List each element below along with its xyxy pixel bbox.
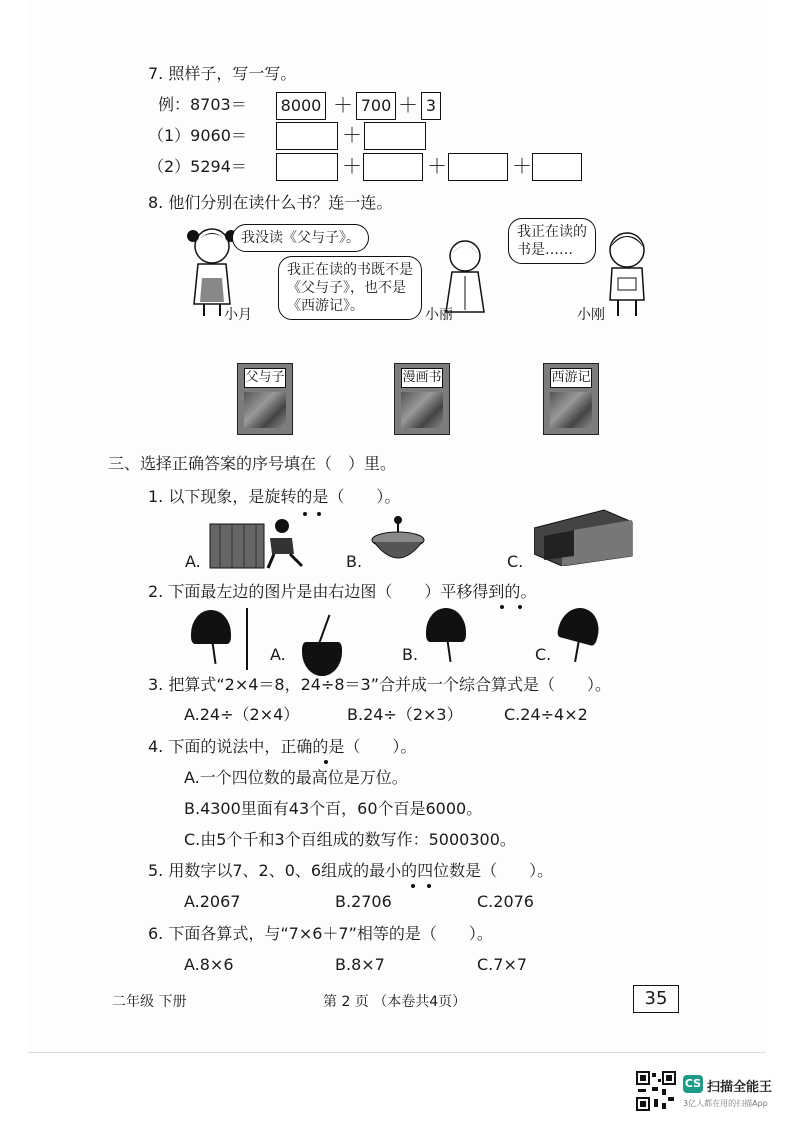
drawer-illustration xyxy=(534,506,634,566)
s3-q5-stem: 5. 用数字以7、2、0、6组成的最小的四位数是（ ）。 xyxy=(148,861,554,880)
book-fu-yu-zi[interactable]: 父与子 xyxy=(237,363,293,435)
s3-q3-option-b[interactable]: B.24÷（2×3） xyxy=(347,705,463,724)
spinning-top-icon xyxy=(370,514,426,570)
answer-box[interactable] xyxy=(364,122,426,150)
s3-q3-option-a[interactable]: A.24÷（2×4） xyxy=(184,705,300,724)
name-xiaoyue: 小月 xyxy=(224,307,252,323)
answer-box[interactable] xyxy=(448,153,508,181)
speech-bubble-xiaogang: 我正在读的 书是…… xyxy=(508,218,596,264)
plus-sign: ＋ xyxy=(398,93,418,117)
s3-q1-option-c[interactable]: C. xyxy=(507,552,524,571)
divider-line xyxy=(246,608,248,670)
s3-q4-option-b[interactable]: B.4300里面有43个百，60个百是6000。 xyxy=(184,799,483,818)
s3-q2-option-b[interactable]: B. xyxy=(402,645,419,664)
plus-sign: ＋ xyxy=(342,123,362,147)
s3-q6-option-a[interactable]: A.8×6 xyxy=(184,955,234,974)
s3-q2-option-a[interactable]: A. xyxy=(270,645,286,664)
page-number-box: 35 xyxy=(633,985,679,1013)
q8-title: 8. 他们分别在读什么书？连一连。 xyxy=(148,193,393,212)
s3-q6-stem: 6. 下面各算式，与“7×6＋7”相等的是（ ）。 xyxy=(148,924,493,943)
page-edge xyxy=(28,1052,766,1053)
answer-box[interactable] xyxy=(363,153,423,181)
s3-q3-stem: 3. 把算式“2×4＝8，24÷8＝3”合并成一个综合算式是（ ）。 xyxy=(148,675,612,694)
s3-q5-option-a[interactable]: A.2067 xyxy=(184,892,241,911)
s3-q4-stem: 4. 下面的说法中，正确的是（ ）。 xyxy=(148,737,417,756)
s3-q4-option-a[interactable]: A.一个四位数的最高位是万位。 xyxy=(184,768,408,787)
q7-example-label: 例：8703＝ xyxy=(158,95,247,114)
answer-box[interactable] xyxy=(276,153,338,181)
example-box-3: 3 xyxy=(421,92,441,120)
plus-sign: ＋ xyxy=(333,93,353,117)
book-xi-you-ji[interactable]: 西游记 xyxy=(543,363,599,435)
s3-q1-option-a[interactable]: A. xyxy=(185,552,201,571)
footer-grade: 二年级 下册 xyxy=(112,994,187,1010)
example-box-2: 700 xyxy=(356,92,396,120)
book-comic[interactable]: 漫画书 xyxy=(394,363,450,435)
emphasis-dot xyxy=(411,884,415,888)
s3-q1-stem: 1. 以下现象，是旋转的是（ ）。 xyxy=(148,487,401,506)
plus-sign: ＋ xyxy=(512,154,532,178)
girl-xiaoli-illustration xyxy=(438,236,492,316)
app-tagline: 3亿人都在用的扫描App xyxy=(683,1099,768,1108)
name-xiaoli: 小丽 xyxy=(425,307,453,323)
speech-bubble-xiaoyue: 我没读《父与子》。 xyxy=(232,224,369,252)
pushing-box-illustration xyxy=(208,516,312,570)
s3-q5-option-c[interactable]: C.2076 xyxy=(477,892,534,911)
plus-sign: ＋ xyxy=(427,154,447,178)
answer-box[interactable] xyxy=(276,122,338,150)
q7-row1-label: （1）9060＝ xyxy=(148,126,247,145)
s3-q2-stem: 2. 下面最左边的图片是由右边图（ ）平移得到的。 xyxy=(148,582,537,601)
s3-q4-option-c[interactable]: C.由5个千和3个百组成的数写作：5000300。 xyxy=(184,830,516,849)
name-xiaogang: 小刚 xyxy=(577,307,605,323)
q7-row2-label: （2）5294＝ xyxy=(148,157,247,176)
emphasis-dot xyxy=(500,605,504,609)
plus-sign: ＋ xyxy=(342,154,362,178)
camscanner-logo-icon: CS xyxy=(683,1075,703,1093)
example-box-1: 8000 xyxy=(276,92,326,120)
s3-q3-option-c[interactable]: C.24÷4×2 xyxy=(504,705,588,724)
section3-title: 三、选择正确答案的序号填在（ ）里。 xyxy=(108,454,397,473)
q7-title: 7. 照样子，写一写。 xyxy=(148,64,297,83)
speech-bubble-xiaoli: 我正在读的书既不是 《父与子》，也不是 《西游记》。 xyxy=(278,256,422,320)
s3-q5-option-b[interactable]: B.2706 xyxy=(335,892,392,911)
qr-code-icon xyxy=(636,1071,676,1111)
boy-xiaogang-illustration xyxy=(598,228,656,318)
s3-q6-option-b[interactable]: B.8×7 xyxy=(335,955,385,974)
answer-box[interactable] xyxy=(532,153,582,181)
footer-page-info: 第 2 页 （本卷共4页） xyxy=(323,994,467,1010)
emphasis-dot xyxy=(518,605,522,609)
s3-q1-option-b[interactable]: B. xyxy=(346,552,363,571)
emphasis-dot xyxy=(317,512,321,516)
app-name: 扫描全能王 xyxy=(707,1080,773,1095)
emphasis-dot xyxy=(427,884,431,888)
emphasis-dot xyxy=(324,760,328,764)
s3-q2-option-c[interactable]: C. xyxy=(535,645,552,664)
s3-q6-option-c[interactable]: C.7×7 xyxy=(477,955,528,974)
